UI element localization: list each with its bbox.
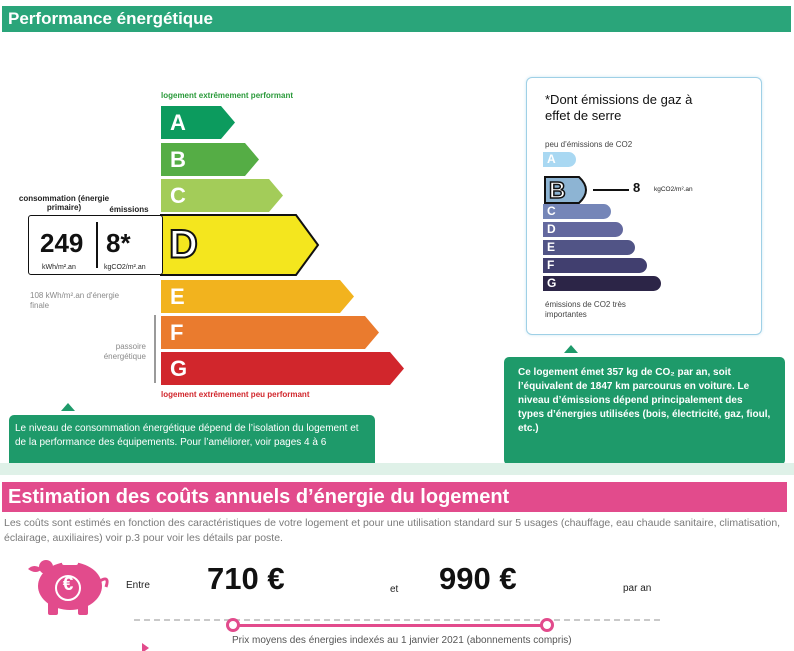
label-and: et bbox=[390, 584, 399, 595]
gas-class-a: A bbox=[543, 152, 576, 167]
energy-class-letter: B bbox=[170, 146, 186, 172]
gas-class-g: G bbox=[543, 276, 661, 291]
gas-top-note: peu d’émissions de CO2 bbox=[545, 140, 633, 149]
gas-emissions-panel bbox=[526, 77, 762, 335]
energy-class-letter: F bbox=[170, 319, 184, 345]
piggy-bank-icon bbox=[24, 553, 110, 619]
section-divider-band bbox=[0, 463, 794, 475]
consumption-unit: kWh/m².an bbox=[42, 264, 76, 271]
consumption-info-box: Le niveau de consommation énergétique dépend de l’isolation du logement et de la performance des équipements. Pour l’améliorer, voir pages 4 à 6 bbox=[9, 415, 375, 468]
consumption-label: consommation (énergie primaire) bbox=[18, 194, 110, 213]
final-energy-note: 108 kWh/m².an d'énergie finale bbox=[30, 291, 120, 310]
gas-info-pointer bbox=[564, 345, 578, 353]
price-note: Prix moyens des énergies indexés au 1 janvier 2021 (abonnements compris) bbox=[232, 635, 572, 646]
energy-class-letter: C bbox=[170, 182, 186, 208]
gas-class-letter: B bbox=[549, 177, 566, 203]
gas-class-f: F bbox=[543, 258, 647, 273]
label-between: Entre bbox=[126, 580, 150, 591]
energy-class-d bbox=[161, 215, 318, 275]
passoire-bracket bbox=[154, 315, 156, 383]
energy-class-c bbox=[161, 179, 283, 212]
energy-class-g bbox=[161, 352, 404, 385]
gas-title: *Dont émissions de gaz à effet de serre bbox=[545, 92, 693, 124]
range-handle-min[interactable] bbox=[226, 618, 240, 632]
more-arrow-icon bbox=[142, 643, 149, 651]
section-title-costs: Estimation des coûts annuels d’énergie du logement bbox=[2, 482, 787, 512]
emissions-unit: kgCO2/m².an bbox=[104, 264, 146, 271]
section-title-performance: Performance énergétique bbox=[2, 6, 791, 32]
passoire-label: passoire énergétique bbox=[103, 342, 146, 361]
value-divider bbox=[96, 222, 98, 268]
range-track bbox=[134, 619, 660, 621]
energy-class-letter: D bbox=[169, 222, 198, 267]
energy-class-f bbox=[161, 316, 379, 349]
costs-description: Les coûts sont estimés en fonction des caractéristiques de votre logement et pour une utilisation standard sur 5 usages (chauffage, eau chaude sanitaire, climatisation, éclairage, auxiliaires) voir p.3 pour voir les détails par poste. bbox=[4, 517, 781, 544]
gas-value-leader bbox=[593, 189, 629, 191]
gas-bottom-note: émissions de CO2 très importantes bbox=[545, 300, 626, 319]
label-per-year: par an bbox=[623, 583, 652, 594]
bottom-caption: logement extrêmement peu performant bbox=[161, 390, 310, 399]
energy-class-letter: G bbox=[170, 355, 188, 381]
gas-class-d: D bbox=[543, 222, 623, 237]
range-handle-max[interactable] bbox=[540, 618, 554, 632]
emissions-value: 8* bbox=[106, 228, 131, 258]
euro-symbol: € bbox=[62, 574, 74, 595]
cost-min-value: 710 € bbox=[207, 561, 285, 596]
energy-class-b bbox=[161, 143, 259, 176]
energy-class-letter: E bbox=[170, 283, 185, 309]
top-caption: logement extrêmement performant bbox=[161, 91, 294, 100]
cost-max-value: 990 € bbox=[439, 561, 517, 596]
gas-class-c: C bbox=[543, 204, 611, 219]
range-fill bbox=[233, 624, 547, 627]
energy-class-e bbox=[161, 280, 354, 313]
gas-info-box: Ce logement émet 357 kg de CO₂ par an, soit l’équivalent de 1847 km parcourus en voiture. Le niveau d’émissions dépend principalement des types d’énergies utilisées (bois, électricité, gaz, fioul, etc.) bbox=[504, 357, 785, 465]
gas-class-b bbox=[543, 175, 693, 205]
gas-value: 8 bbox=[633, 180, 641, 195]
energy-class-a bbox=[161, 106, 235, 139]
consumption-value: 249 bbox=[40, 228, 84, 258]
gas-class-e: E bbox=[543, 240, 635, 255]
energy-class-letter: A bbox=[170, 109, 186, 135]
info-pointer bbox=[61, 403, 75, 411]
gas-unit: kgCO2/m².an bbox=[654, 186, 693, 193]
emissions-label: émissions bbox=[109, 205, 149, 214]
